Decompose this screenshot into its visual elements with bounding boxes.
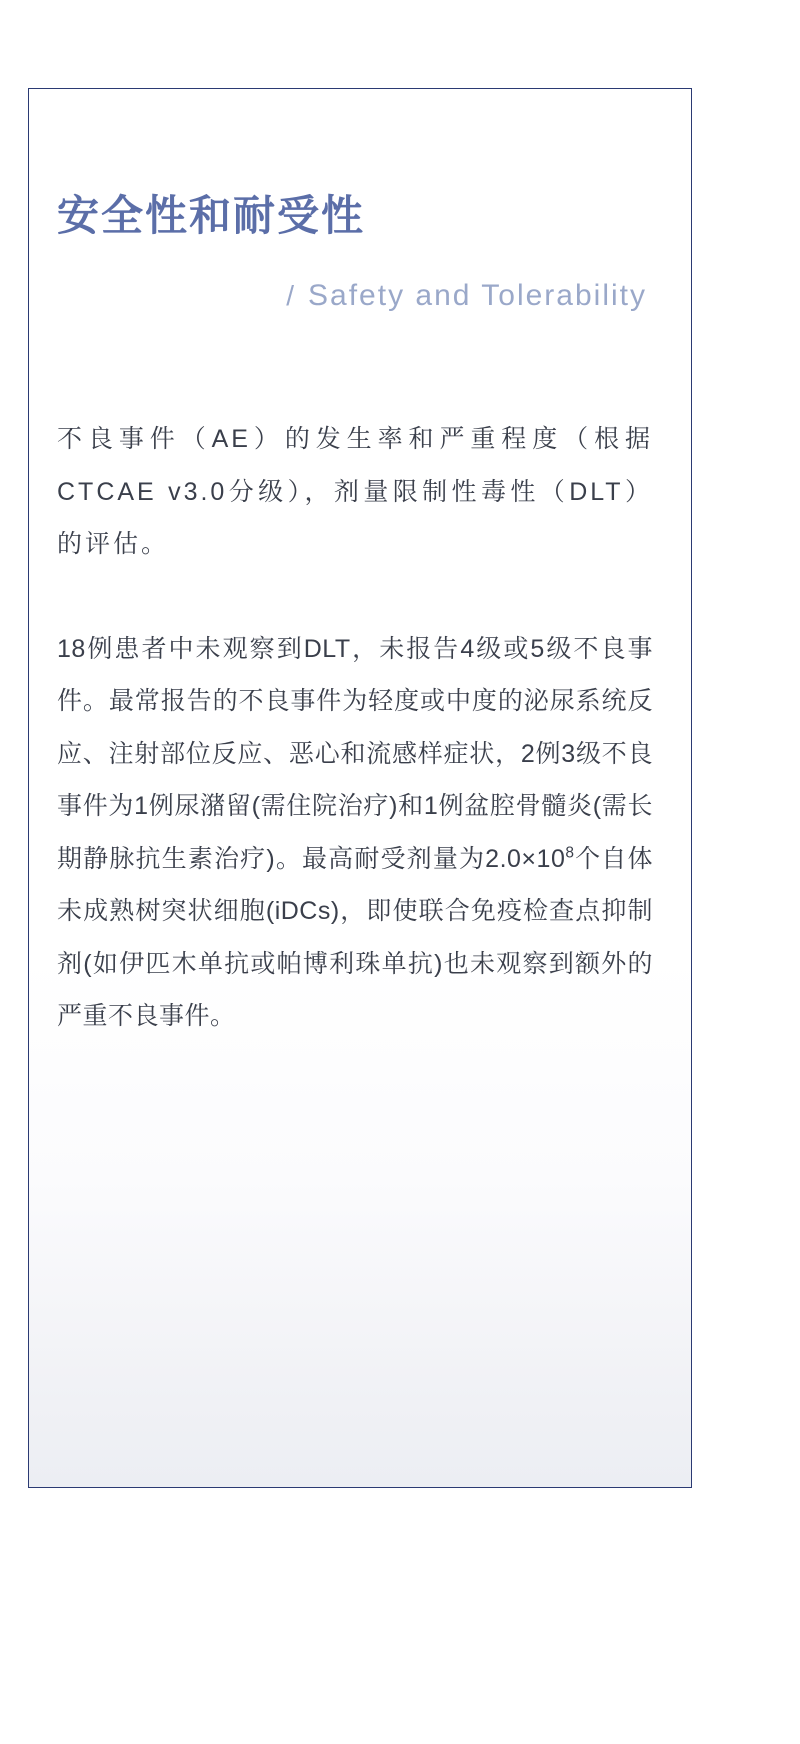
dose-exponent: 8 — [565, 844, 575, 862]
paragraph-endpoint-definition: 不良事件（AE）的发生率和严重程度（根据CTCAE v3.0分级），剂量限制性毒性（DLT）的评估。 — [57, 425, 653, 559]
content-card-frame — [28, 88, 692, 1488]
title-block — [57, 193, 657, 313]
paragraph-safety-results-part1: 18例患者中未观察到DLT，未报告4级或5级不良事件。最常报告的不良事件为轻度或中度的泌尿系统反应、注射部位反应、恶心和流感样症状，2例3级不良事件为1例尿潴留(需住院治疗)和1例盆腔骨髓炎(需长期静脉抗生素治疗)。最高耐受剂量为2.0×10 — [57, 634, 653, 873]
page-title: 安全性和耐受性 — [57, 192, 366, 239]
content-card — [29, 89, 691, 1487]
paragraph-safety-results — [57, 623, 653, 1043]
body-block — [57, 413, 657, 1043]
page-subtitle: Safety and Tolerability — [308, 279, 647, 313]
subtitle-row — [57, 279, 657, 313]
paragraph-safety-results-part2: 个自体未成熟树突状细胞(iDCs)，即使联合免疫检查点抑制剂(如伊匹木单抗或帕博利珠单抗)也未观察到额外的严重不良事件。 — [57, 844, 653, 1031]
title-separator: / — [286, 280, 295, 312]
